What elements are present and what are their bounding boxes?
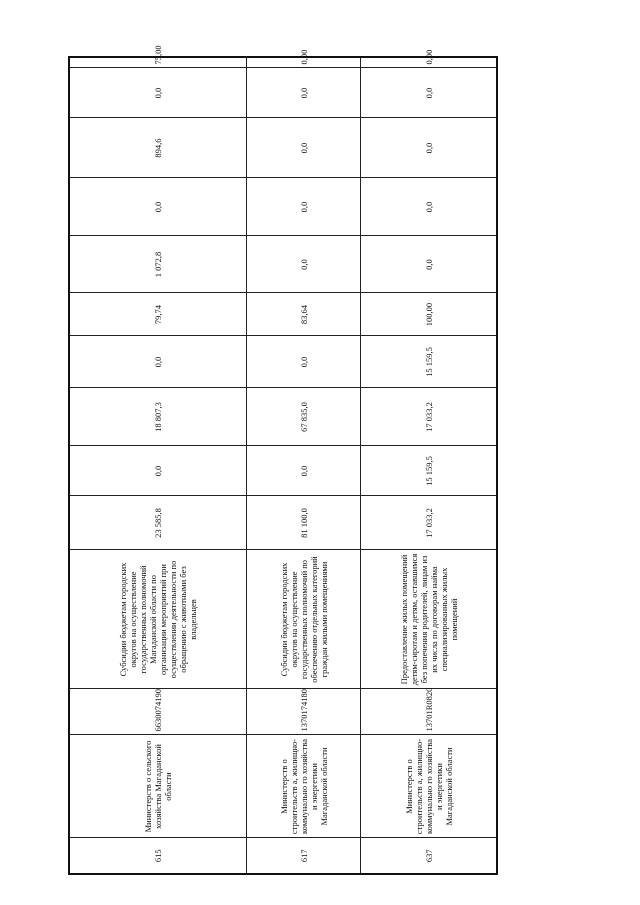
table-row xyxy=(247,57,361,874)
value-cell: 15 159,5 xyxy=(361,336,497,388)
value-cell: 0,0 xyxy=(69,446,247,496)
expense-description: Субсидии бюджетам городских округов на осуществление государственных полномочий по обеспечению отдельных категорий граждан жилыми помещениями xyxy=(247,550,361,689)
value-cell: 0,0 xyxy=(361,68,497,118)
expense-description: Предоставление жилых помещений детям-сиротам и детям, оставшимся без попечения родителей, лицам из их числа по договорам найма специализированных жилых помещений xyxy=(361,550,497,689)
value-cell: 0,0 xyxy=(361,178,497,236)
table-row xyxy=(361,57,497,874)
value-cell: 79,74 xyxy=(69,293,247,336)
value-cell: 0,0 xyxy=(247,236,361,293)
rotated-table-wrapper xyxy=(68,45,498,875)
value-cell: 15 159,5 xyxy=(361,446,497,496)
budget-table xyxy=(68,45,498,875)
row-number: 637 xyxy=(361,838,497,874)
ministry-name: Министерств о строительств а, жилищно-коммунально го хозяйства и энергетики Магаданской области xyxy=(361,735,497,838)
value-cell: 0,0 xyxy=(69,178,247,236)
ministry-name: Министерств о строительств а, жилищно-коммунально го хозяйства и энергетики Магаданской области xyxy=(247,735,361,838)
row-number: 617 xyxy=(247,838,361,874)
value-cell: 83,64 xyxy=(247,293,361,336)
expense-description: Субсидии бюджетам городских округов на осуществление государственных полномочий Магаданской области по организации мероприятий при осуществлении деятельности по обращению с животными без владельцев xyxy=(69,550,247,689)
value-cell: 894,6 xyxy=(69,118,247,178)
ministry-name: Министерств о сельского хозяйства Магаданской области xyxy=(69,735,247,838)
value-cell: 0,0 xyxy=(69,336,247,388)
value-cell: 0,0 xyxy=(247,446,361,496)
budget-code: 13701R0820 xyxy=(361,689,497,735)
row-number: 615 xyxy=(69,838,247,874)
value-cell: 18 807,3 xyxy=(69,388,247,446)
value-cell: 75,00 xyxy=(69,57,247,68)
value-cell: 67 835,0 xyxy=(247,388,361,446)
value-cell: 0,0 xyxy=(247,118,361,178)
value-cell: 0,0 xyxy=(69,68,247,118)
value-cell: 0,0 xyxy=(361,236,497,293)
value-cell: 0,00 xyxy=(247,57,361,68)
value-cell: 0,0 xyxy=(247,178,361,236)
budget-code: 6630074190 xyxy=(69,689,247,735)
value-cell: 0,00 xyxy=(361,57,497,68)
value-cell: 23 585,8 xyxy=(69,496,247,550)
value-cell: 100,00 xyxy=(361,293,497,336)
table-row xyxy=(69,57,247,874)
value-cell: 0,0 xyxy=(247,68,361,118)
value-cell: 0,0 xyxy=(247,336,361,388)
value-cell: 17 033,2 xyxy=(361,496,497,550)
budget-code: 1370174180 xyxy=(247,689,361,735)
value-cell: 17 033,2 xyxy=(361,388,497,446)
value-cell: 1 072,8 xyxy=(69,236,247,293)
value-cell: 0,0 xyxy=(361,118,497,178)
value-cell: 81 100,0 xyxy=(247,496,361,550)
